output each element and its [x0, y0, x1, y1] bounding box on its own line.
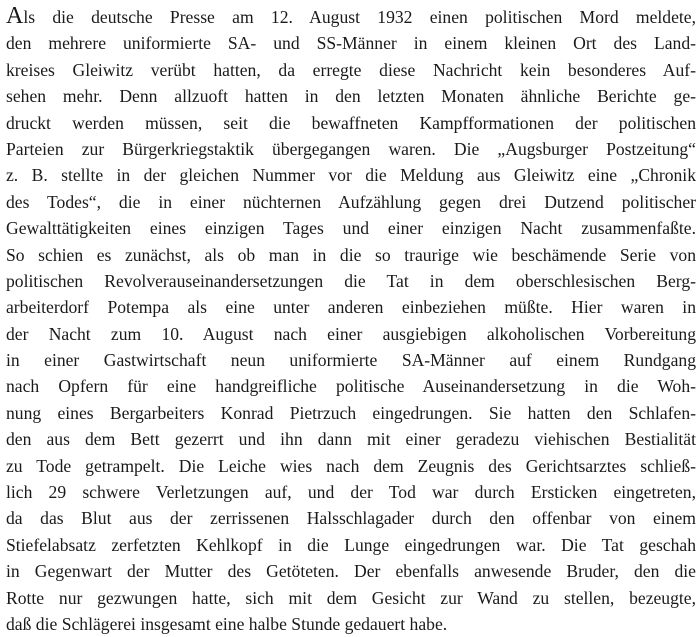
- text-line: sehen mehr. Denn allzuoft hatten in den letzten Monaten ähnliche Berichte ge-: [6, 86, 696, 107]
- text-line: Stiefelabsatz zerfetzten Kehlkopf in die Lunge eingedrungen war. Die Tat geschah: [6, 534, 696, 555]
- text-line: den aus dem Bett gezerrt und ihn dann mit einer geradezu viehischen Bestialität: [6, 429, 696, 450]
- body-paragraph: [6, 4, 696, 637]
- initial-letter: A: [6, 3, 24, 29]
- text-line: da das Blut aus der zerrissenen Halsschlagader durch den offenbar von einem: [6, 508, 696, 529]
- text-line: kreises Gleiwitz verübt hatten, da erregte diese Nachricht kein besonderes Auf-: [6, 59, 696, 80]
- text-line: politischen Revolverauseinandersetzungen die Tat in dem oberschlesischen Berg-: [6, 270, 696, 291]
- text-line: zu Tode getrampelt. Die Leiche wies nach dem Zeugnis des Gerichtsarztes schließ-: [6, 455, 696, 476]
- text-line: druckt werden müssen, seit die bewaffneten Kampfformationen der politischen: [6, 112, 696, 133]
- line-text: ls die deutsche Presse am 12. August 1932 einen politischen Mord meldete,: [23, 7, 696, 27]
- text-line: nung eines Bergarbeiters Konrad Pietrzuch eingedrungen. Sie hatten den Schlafen-: [6, 402, 696, 423]
- text-line: in einer Gastwirtschaft neun uniformierte SA-Männer auf einem Rundgang: [6, 350, 696, 371]
- text-line: Gewalttätigkeiten eines einzigen Tages und einer einzigen Nacht zusammenfaßte.: [6, 218, 696, 239]
- text-line: daß die Schlägerei insgesamt eine halbe Stunde gedauert habe.: [6, 613, 448, 634]
- text-line: arbeiterdorf Potempa als eine unter anderen einbeziehen müßte. Hier waren in: [6, 297, 696, 318]
- text-line: den mehrere uniformierte SA- und SS-Männer in einem kleinen Ort des Land-: [6, 33, 696, 54]
- text-line: des Todes“, die in einer nüchternen Aufzählung gegen drei Dutzend politischer: [6, 191, 696, 212]
- text-line: Rotte nur gezwungen hatte, sich mit dem Gesicht zur Wand zu stellen, bezeugte,: [6, 587, 696, 608]
- text-line: So schien es zunächst, als ob man in die so traurige wie beschämende Serie von: [6, 244, 696, 265]
- text-line: z. B. stellte in der gleichen Nummer vor die Meldung aus Gleiwitz eine „Chronik: [6, 165, 696, 186]
- text-line: nach Opfern für eine handgreifliche politische Auseinandersetzung in die Woh-: [6, 376, 696, 397]
- text-line: Parteien zur Bürgerkriegstaktik übergegangen waren. Die „Augsburger Postzeitung“: [6, 138, 696, 159]
- text-line: in Gegenwart der Mutter des Getöteten. Der ebenfalls anwesende Bruder, den die: [6, 561, 696, 582]
- text-line: der Nacht zum 10. August nach einer ausgiebigen alkoholischen Vorbereitung: [6, 323, 696, 344]
- text-line: [6, 4, 696, 30]
- text-line: lich 29 schwere Verletzungen auf, und der Tod war durch Ersticken eingetreten,: [6, 482, 696, 503]
